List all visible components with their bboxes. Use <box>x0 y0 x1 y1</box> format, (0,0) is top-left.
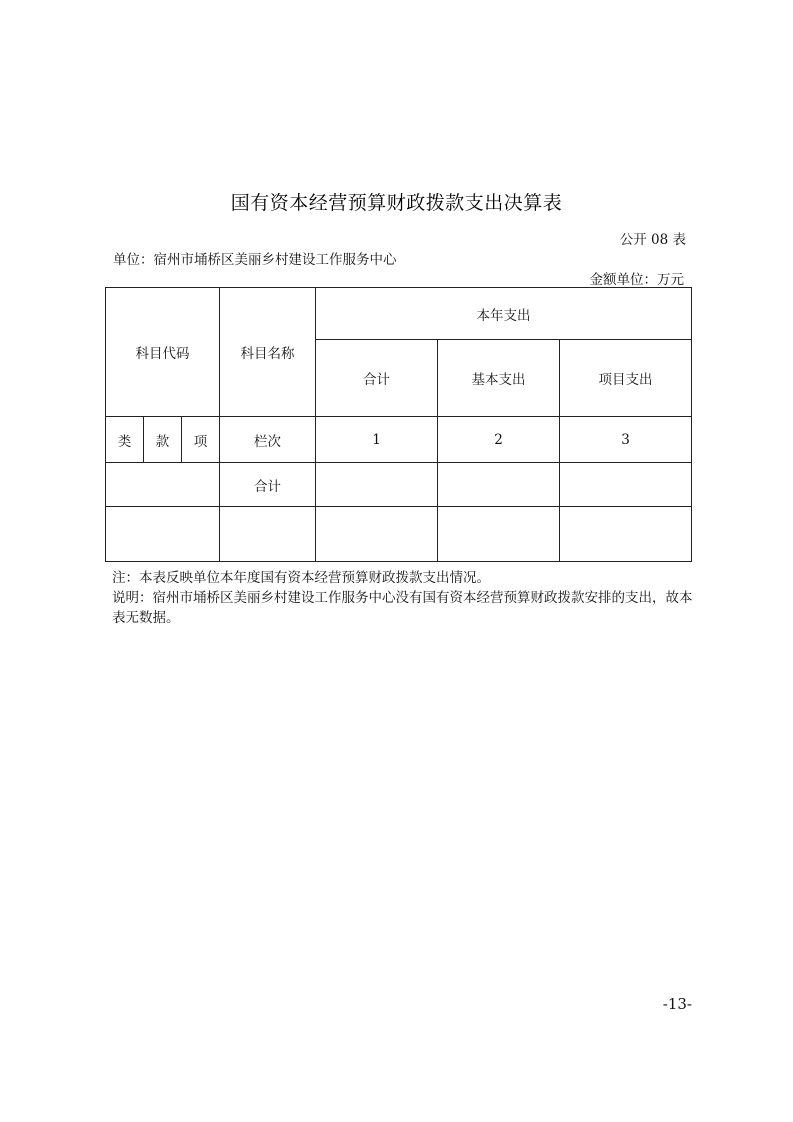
form-code: 公开 08 表 <box>619 232 686 248</box>
empty-row-name <box>220 507 316 562</box>
column-index-2: 2 <box>438 417 560 463</box>
header-row-1 <box>106 288 692 340</box>
column-index-1: 1 <box>316 417 438 463</box>
column-index-3: 3 <box>560 417 692 463</box>
kuan-cell: 款 <box>144 417 182 463</box>
page-number: -13- <box>662 995 692 1013</box>
unit-line: 单位：宿州市埇桥区美丽乡村建设工作服务中心 <box>113 252 397 268</box>
lei-cell: 类 <box>106 417 144 463</box>
basic-header: 基本支出 <box>438 340 560 417</box>
explanation-line: 说明：宿州市埇桥区美丽乡村建设工作服务中心没有国有资本经营预算财政拨款安排的支出，故本表无数据。 <box>112 590 693 626</box>
notes <box>112 568 697 628</box>
current-year-header: 本年支出 <box>316 288 692 340</box>
index-row <box>106 417 692 463</box>
empty-row <box>106 507 692 562</box>
subject-name-header: 科目名称 <box>220 288 316 417</box>
xiang-cell: 项 <box>182 417 220 463</box>
total-row-basic <box>438 463 560 507</box>
empty-row-project <box>560 507 692 562</box>
column-index-label: 栏次 <box>220 417 316 463</box>
total-row <box>106 463 692 507</box>
subject-code-header: 科目代码 <box>106 288 220 417</box>
project-header: 项目支出 <box>560 340 692 417</box>
total-row-project <box>560 463 692 507</box>
total-row-label: 合计 <box>220 463 316 507</box>
total-row-code <box>106 463 220 507</box>
note-line: 注：本表反映单位本年度国有资本经营预算财政拨款支出情况。 <box>112 570 490 586</box>
empty-row-total <box>316 507 438 562</box>
empty-row-basic <box>438 507 560 562</box>
expenditure-table <box>105 287 692 562</box>
total-row-total <box>316 463 438 507</box>
total-header: 合计 <box>316 340 438 417</box>
page-title: 国有资本经营预算财政拨款支出决算表 <box>230 192 563 214</box>
empty-row-code <box>106 507 220 562</box>
amount-unit: 金额单位：万元 <box>589 272 684 288</box>
